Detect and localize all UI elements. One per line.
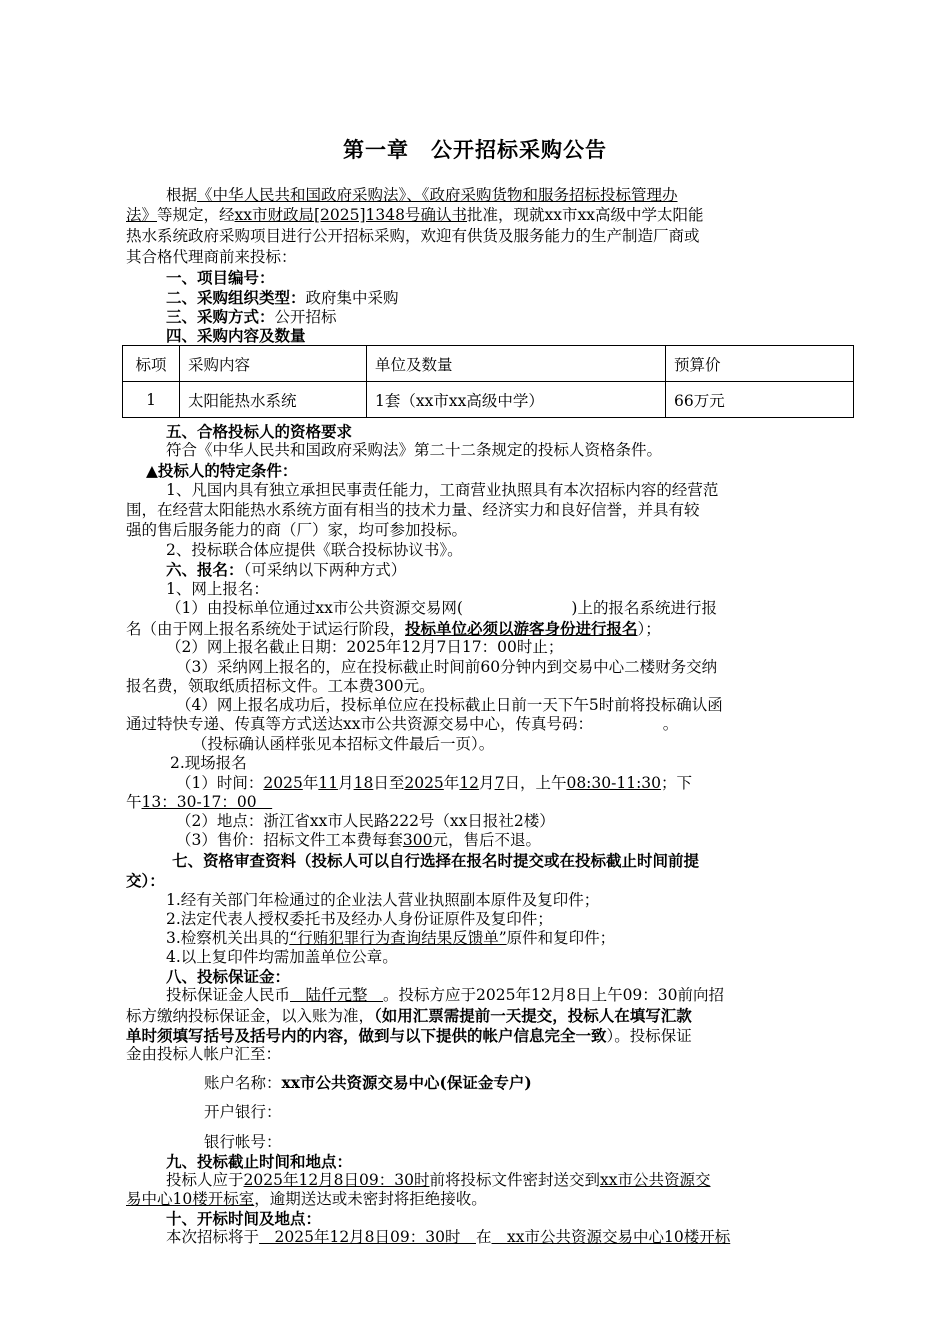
section-deposit: 八、投标保证金：	[166, 967, 291, 986]
intro-line-1	[166, 186, 678, 205]
deposit-line-1	[166, 986, 724, 1005]
deposit-line-3	[126, 1026, 692, 1046]
label: 账户名称：	[204, 1074, 282, 1092]
value: 11	[318, 774, 339, 792]
onsite-price	[176, 831, 541, 850]
text: 前将投标文件密封送交到	[429, 1171, 601, 1189]
procurement-table	[122, 345, 854, 418]
section-org-type	[166, 288, 399, 308]
online-4-line-2: 通过特快专递、传真等方式送达xx市公共资源交易中心，传真号码： 。	[126, 715, 679, 733]
section-qualification-docs-cont: 交）：	[126, 871, 165, 890]
header-cell: 预算价	[666, 346, 854, 382]
online-3-line-1: （3）采纳网上报名的，应在投标截止时间前60分钟内到交易中心二楼财务交纳	[176, 658, 718, 676]
label: 二、采购组织类型：	[166, 288, 306, 307]
header-cell: 单位及数量	[367, 346, 666, 382]
deposit-line-4: 金由投标人帐户汇至：	[126, 1045, 282, 1063]
intro-line-2	[126, 206, 703, 225]
text: 投标人应于	[166, 1171, 244, 1189]
text: 月	[338, 774, 354, 792]
text: 午	[126, 793, 142, 811]
value: 2025	[263, 774, 303, 792]
value: 08:30-11:30	[566, 774, 662, 792]
label: （1）时间：	[176, 774, 264, 792]
value: 13：30-17：00	[141, 793, 273, 811]
emphasis: （如用汇票需提前一天提交，投标人在填写汇款	[374, 1006, 692, 1025]
doc-item-3	[166, 929, 615, 948]
text: 年	[443, 774, 460, 792]
text: 标方缴纳投标保证金，以入账为准，	[126, 1007, 375, 1025]
text: 日至	[373, 774, 405, 792]
special-1-line-2: 围，在经营太阳能热水系统方面有相当的技术力量、经济实力和良好信誉，并具有较	[126, 501, 700, 519]
location: xx市公共资源交	[600, 1171, 711, 1189]
onsite-place: （2）地点：浙江省xx市人民路222号（xx日报社2楼）	[176, 812, 555, 830]
header-cell: 采购内容	[180, 346, 367, 382]
onsite-time-line-2	[126, 793, 272, 812]
section-method	[166, 307, 337, 327]
text: 月	[479, 774, 495, 792]
text: 原件和复印件；	[506, 929, 616, 947]
text: 日，上午	[504, 774, 567, 792]
special-1-line-3: 强的售后服务能力的商（厂）家，均可参加投标。	[126, 521, 468, 539]
law-title: 《中华人民共和国政府采购法》、《政府采购货物和服务招标投标管理办	[197, 186, 678, 204]
header-cell: 标项	[123, 346, 180, 382]
section-content: 四、采购内容及数量	[166, 326, 306, 345]
text: （3）售价：招标文件工本费每套	[176, 831, 403, 849]
text: ；下	[661, 774, 693, 792]
online-2: （2）网上报名截止日期：2025年12月7日17：00时止；	[166, 638, 564, 656]
table-cell: 1	[123, 382, 180, 418]
section-qualification: 五、合格投标人的资格要求	[166, 422, 353, 441]
label: 六、报名：	[166, 560, 244, 579]
special-conditions-title: ▲投标人的特定条件：	[146, 461, 298, 480]
text: 3.检察机关出具的	[166, 929, 290, 947]
account-name	[204, 1073, 532, 1093]
text: 批准，现就xx市xx高级中学太阳能	[467, 206, 704, 224]
datetime: 2025年12月8日09：30时	[259, 1228, 476, 1246]
text: 本次招标将于	[166, 1228, 260, 1246]
deposit-line-2	[126, 1006, 692, 1026]
label: 三、采购方式：	[166, 307, 275, 326]
value: 18	[353, 774, 374, 792]
special-2: 2、投标联合体应提供《联合投标协议书》。	[166, 541, 463, 559]
section-project-number: 一、项目编号：	[166, 268, 275, 287]
law-title: 法》	[126, 206, 158, 224]
section-registration	[166, 560, 406, 580]
text: 。投标方应于2025年12月8日上午09：30前向招	[383, 986, 725, 1004]
text: 等规定，经	[157, 206, 235, 224]
value: xx市公共资源交易中心(保证金专户)	[281, 1073, 532, 1092]
doc-item-1: 1.经有关部门年检通过的企业法人营业执照副本原件及复印件；	[166, 891, 600, 909]
deadline-line-1	[166, 1171, 711, 1190]
section-qualification-docs: 七、资格审查资料（投标人可以自行选择在报名时提交或在投标截止时间前提	[172, 851, 700, 870]
table-cell: 太阳能热水系统	[180, 382, 367, 418]
value: 12	[459, 774, 480, 792]
text: 投标保证金人民币	[166, 986, 291, 1004]
opening-line-1	[166, 1228, 730, 1247]
text: ，逾期送达或未密封将拒绝接收。	[254, 1190, 487, 1208]
text: ）；	[637, 620, 661, 638]
text: 在	[476, 1228, 492, 1246]
intro-line-3: 热水系统政府采购项目进行公开招标采购，欢迎有供货及服务能力的生产制造厂商或	[126, 227, 700, 245]
value: 公开招标	[274, 308, 337, 326]
online-1-line-2	[126, 619, 661, 639]
text: 名（由于网上报名系统处于试运行阶段，	[126, 620, 406, 638]
doc-item-2: 2.法定代表人授权委托书及经办人身份证原件及复印件；	[166, 910, 553, 928]
onsite-time-line-1	[176, 774, 692, 793]
section-deadline: 九、投标截止时间和地点：	[166, 1152, 353, 1171]
intro-line-4: 其合格代理商前来投标：	[126, 248, 297, 266]
online-4-line-1: （4）网上报名成功后，投标单位应在投标截止日前一天下午5时前将投标确认函	[176, 696, 723, 714]
online-4-line-3: （投标确认函样张见本招标文件最后一页）。	[192, 735, 495, 753]
text: ）。投标保证	[606, 1027, 692, 1045]
account-bank: 开户银行：	[204, 1103, 282, 1121]
qualification-text: 符合《中华人民共和国政府采购法》第二十二条规定的投标人资格条件。	[166, 441, 663, 459]
emphasis: 投标单位必须以游客身份进行报名	[405, 619, 638, 638]
emphasis: 单时须填写括号及括号内的内容，做到与以下提供的帐户信息完全一致	[126, 1026, 607, 1045]
text: 元，售后不退。	[432, 831, 541, 849]
onsite-title: 2.现场报名	[170, 754, 247, 772]
location: xx市公共资源交易中心10楼开标	[491, 1228, 731, 1246]
deadline-line-2	[126, 1190, 487, 1209]
amount: 陆仟元整	[290, 986, 384, 1004]
table-cell: 66万元	[666, 382, 854, 418]
value: 政府集中采购	[305, 289, 399, 307]
approval-number: xx市财政局[2025]1348号确认书	[234, 206, 468, 224]
account-number: 银行帐号：	[204, 1133, 282, 1151]
table-cell: 1套（xx市xx高级中学）	[367, 382, 666, 418]
note: （可采纳以下两种方式）	[243, 561, 407, 579]
value: 300	[402, 831, 433, 849]
location: 易中心10楼开标室	[126, 1190, 255, 1208]
datetime: 2025年12月8日09：30时	[243, 1171, 430, 1189]
value: 7	[494, 774, 505, 792]
online-1-line-1: （1）由投标单位通过xx市公共资源交易网( )上的报名系统进行报	[166, 599, 717, 617]
online-title: 1、网上报名：	[166, 580, 269, 598]
doc-item-4: 4.以上复印件均需加盖单位公章。	[166, 948, 398, 966]
special-1-line-1: 1、凡国内具有独立承担民事责任能力，工商营业执照具有本次招标内容的经营范	[166, 481, 719, 499]
table-header-row	[123, 346, 854, 382]
doc-name: “行贿犯罪行为查询结果反馈单”	[289, 929, 507, 947]
text: 年	[302, 774, 319, 792]
table-row	[123, 382, 854, 418]
online-3-line-2: 报名费，领取纸质招标文件。工本费300元。	[126, 677, 435, 695]
text: 根据	[166, 186, 198, 204]
value: 2025	[404, 774, 444, 792]
page-title: 第一章 公开招标采购公告	[343, 138, 607, 162]
section-opening: 十、开标时间及地点：	[166, 1209, 322, 1228]
